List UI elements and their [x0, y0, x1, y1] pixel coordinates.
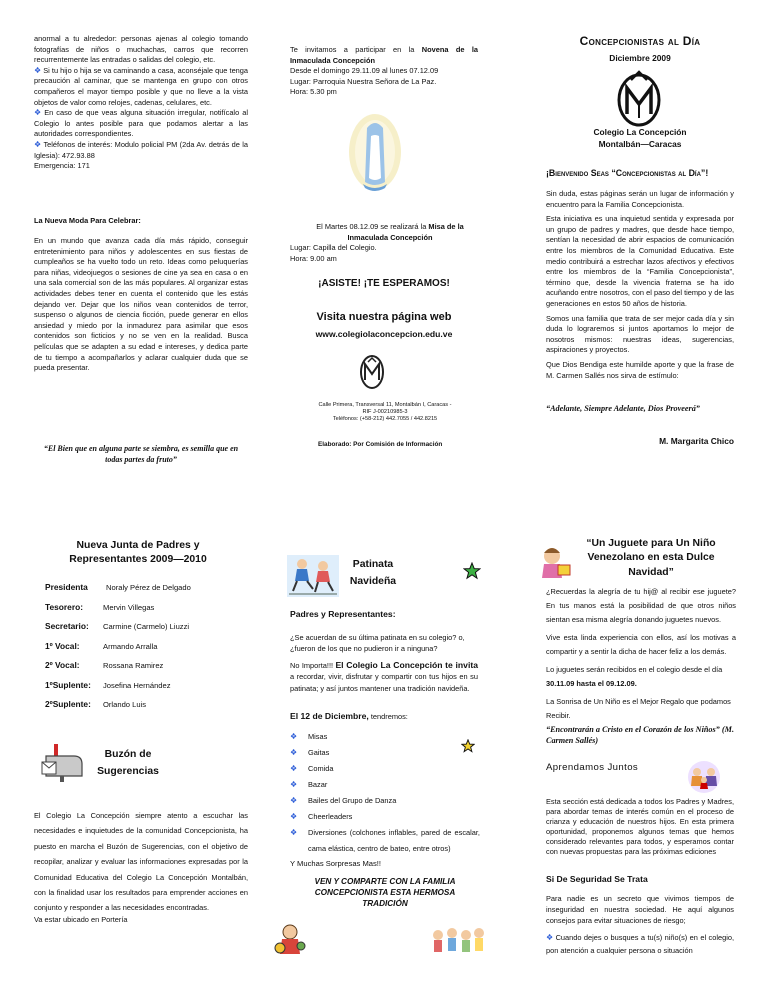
- toy-child-icon: [538, 545, 572, 581]
- padres-heading: Padres y Representantes:: [290, 609, 396, 619]
- closing-call: VEN Y COMPARTE CON LA FAMILIA CONCEPCIONISTA ESTA HERMOSA TRADICIÓN: [314, 877, 456, 908]
- school-name: Colegio La Concepción: [593, 127, 687, 137]
- website-url[interactable]: www.colegiolaconcepcion.edu.ve: [315, 329, 453, 339]
- virgin-mary-image: [345, 112, 405, 197]
- sorpresas: Y Muchas Sorpresas Mas!!: [290, 859, 382, 868]
- misa-block: [290, 222, 478, 264]
- emergency-number: Emergencia: 171: [34, 161, 90, 171]
- buzon-location: Va estar ubicado en Portería: [34, 915, 128, 924]
- diamond-bullet-icon: ❖: [34, 65, 42, 75]
- roster-row: 1ºSuplente: Josefina Hernández: [45, 679, 171, 690]
- roster-row: Tesorero: Mervin Villegas: [45, 601, 155, 612]
- tip-item: ❖ En caso de que veas alguna situación irregular, notifícalo al Colegio lo antes posible para que podamos alertar a las autoridades correspondientes.: [34, 108, 249, 139]
- aprendamos-body: Esta sección está dedicada a todos los Padres y Madres, para abordar temas de interés común en el proceso de crianza y educación de nuestros hijos. En esta primera oportunidad, proponemos algunos temas que hemos considerado relevantes para todos, y esperamos contar con nuevas propuestas para las próximas ediciones: [546, 797, 734, 856]
- elaborado-credit: Elaborado: Por Comisión de Información: [318, 441, 443, 448]
- diamond-bullet-icon: ❖: [290, 764, 298, 773]
- diamond-bullet-icon: ❖: [34, 139, 42, 149]
- newsletter-date: Diciembre 2009: [609, 53, 671, 63]
- diamond-bullet-icon: ❖: [290, 732, 298, 741]
- security-tips-continued: [34, 34, 248, 172]
- asiste-banner: ¡ASISTE! ¡TE ESPERAMOS!: [318, 278, 450, 289]
- list-item: ❖ Diversiones (colchones inflables, pared de escalar, cama elástica, centro de bateo, entre otros): [290, 825, 480, 857]
- diamond-bullet-icon: ❖: [290, 812, 298, 821]
- patinata-question: ¿Se acuerdan de su última patinata en su colegio? o, ¿fueron de los que no pudieron ir a ninguna?: [290, 633, 465, 654]
- fecha-line: El 12 de Diciembre, tendremos:: [290, 711, 408, 721]
- list-item: ❖ Misas: [290, 729, 480, 745]
- juguete-body: ¿Recuerdas la alegría de tu hij@ al recibir ese juguete? En tus manos está la posibilidad de que otros niños sientan esa misma alegría donando juguetes nuevos. Vive esta linda experiencia con ellos, así los motivas a compartir y a sentir la dicha de hacer feliz a los demás. Lo juguetes serán recibidos en el colegio desde el día 30.11.09 hasta el 09.12.09. La Sonrisa de Un Niño es el Mejor Regalo que podamos Recibir.: [546, 587, 736, 720]
- junta-roster: [45, 582, 245, 719]
- school-location: Montalbán—Caracas: [598, 139, 682, 149]
- skating-kids-icon: [287, 555, 339, 597]
- welcome-heading: ¡Bienvenido Seas “Concepcionistas al Día”!: [546, 168, 709, 178]
- aprendamos-title: Aprendamos Juntos: [546, 762, 639, 773]
- diamond-bullet-icon: ❖: [290, 748, 298, 757]
- welcome-body: Sin duda, estas páginas serán un lugar de información y encuentro para la Familia Concepcionista. Esta iniciativa es una inquietud sentida y expresada por un grupo de padres y madres, que desde hace tiempo, sentían la necesidad de abrir espacios de comunicación entre los miembros de la Comunidad Educativa. Este medio contribuirá a estrechar lazos afectivos y efectivos entre los miembros de la “Familia Concepcionista”, término que, desde la vivencia fraterna se ha ido acuñando entre nosotros, con el paso del tiempo y de las generaciones en estos 50 años de historia. Somos una familia que trata de ser mejor cada día y sin duda lo lograremos si juntos aportamos lo mejor de nosotros mismos: nuestras ideas, sugerencias, aspiraciones y proyectos. Que Dios Bendiga este humilde aporte y que la frase de M. Carmen Sallés nos sirva de estímulo:: [546, 189, 734, 380]
- roster-row: 2º Vocal: Rossana Ramirez: [45, 660, 164, 670]
- tip-item: ❖ Si tu hijo o hija se va caminando a casa, aconséjale que tenga precaución al caminar, que se mantenga en grupo con otros compañeros el mayor tiempo posible y que no lleve a la vista objetos de valor como relojes, cadenas, celulares, etc.: [34, 65, 249, 107]
- star-icon: [463, 562, 481, 580]
- musician-kid-icon: [272, 922, 308, 958]
- list-item: ❖ Bailes del Grupo de Danza: [290, 793, 480, 809]
- diamond-bullet-icon: ❖: [290, 828, 298, 837]
- seguridad-body: Para nadie es un secreto que vivimos tiempos de inseguridad en nuestra sociedad. He aquí algunos consejos para evitar situaciones de riesgo;: [546, 894, 734, 926]
- novena-dates: Desde el domingo 29.11.09 al lunes 07.12.09: [290, 66, 439, 76]
- misa-time: Hora: 9.00 am: [290, 253, 337, 263]
- moda-body: En un mundo que avanza cada día más rápido, conseguir entretenimiento para niños y adolescentes en sus fiestas de cumpleaños se ha vuelto todo un reto. Ideas como peluquerías para niñas, videojuegos o sesiones de cine ya sea en casa o en una sala comercial son de las más populares. Al organizar estas actividades debes tener en cuenta el contenido que les estás dejando ver. Dejar que los niños vean contenidos de terror, suspenso o algunos de ciencia ficción, puede generar en ellos ansiedad y miedo por la inmadurez para asimilar que esos contenidos son ficticios y no se ven en la realidad. Busca películas que se adapten a su edad e intereses, y dedica parte de tu tiempo a acompañarlos y aclarar cualquier duda que se pueda presentar.: [34, 236, 248, 373]
- list-item: ❖ Cheerleaders: [290, 809, 480, 825]
- mailbox-icon: [40, 742, 86, 782]
- roster-row: Secretario: Carmine (Carmelo) Liuzzi: [45, 621, 190, 631]
- school-address: Calle Primera, Transversal 11, Montalbán I, Caracas - RIF J-00210985-3 Teléfonos: (+58-212) 442.7055 / 442.8215: [318, 402, 452, 423]
- roster-row: 1º Vocal: Armando Arralla: [45, 640, 158, 651]
- school-logo-icon: [614, 68, 664, 128]
- roster-row: 2ºSuplente: Orlando Luis: [45, 699, 147, 709]
- visit-website: Visita nuestra página web: [316, 311, 452, 323]
- buzon-body: El Colegio La Concepción siempre atento a escuchar las necesidades e inquietudes de la comunidad Concepcionista, ha puesto en marcha el Buzón de Sugerencias, con el objetivo de recopilar, analizar y evaluar las informaciones expresadas por la Comunidad Educativa del Colegio La Concepción Montalbán, con la finalidad usar los resultados para emprender acciones en conjunto y responder a las necesidades encontradas.: [34, 811, 248, 913]
- patinata-invite: No Importa!!! El Colegio La Concepción te invita a recordar, vivir, disfrutar y compartir con tus hijos en su patinata; y así juntos mantener una tradición navideña.: [290, 660, 478, 693]
- diamond-bullet-icon: ❖: [290, 780, 298, 789]
- novena-invite: Te invitamos a participar en la Novena de la Inmaculada Concepción: [290, 45, 479, 65]
- misa-place: Lugar: Capilla del Colegio.: [290, 243, 377, 253]
- list-item: ❖ Bazar: [290, 777, 480, 793]
- diamond-bullet-icon: ❖: [34, 108, 43, 118]
- seguridad-tip: ❖ Cuando dejes o busques a tu(s) niño(s) en el colegio, pon atención a cualquier persona o situación: [546, 933, 734, 955]
- novena-place: Lugar: Parroquia Nuestra Señora de La Paz.: [290, 76, 437, 86]
- misa-invite: El Martes 08.12.09 se realizará la Misa de la Inmaculada Concepción: [316, 222, 464, 242]
- diamond-bullet-icon: ❖: [290, 796, 298, 805]
- tip-item: ❖ Teléfonos de interés: Modulo policial PM (2da Av. detrás de la Iglesia): 472.93.88: [34, 139, 248, 160]
- signature: M. Margarita Chico: [659, 436, 734, 446]
- security-text: anormal a tu alrededor: personas ajenas al colegio tomando fotografías de niños o muchachas, carros que recorren recurrentemente las entradas o salidas del colegio, etc.: [34, 34, 248, 65]
- moda-title: La Nueva Moda Para Celebrar:: [34, 216, 141, 225]
- seguridad-title: Si De Seguridad Se Trata: [546, 874, 648, 884]
- salles-quote: “Adelante, Siempre Adelante, Dios Proveerá”: [546, 404, 700, 413]
- novena-block: [290, 45, 478, 98]
- diamond-bullet-icon: ❖: [546, 933, 554, 942]
- juguete-title: “Un Juguete para Un Niño Venezolano en esta Dulce Navidad”: [586, 538, 716, 578]
- school-logo-icon: [359, 354, 385, 390]
- junta-title: Nueva Junta de Padres y Representantes 2009—2010: [69, 540, 207, 565]
- novena-time: Hora: 5.30 pm: [290, 87, 337, 97]
- children-group-icon: [430, 926, 486, 958]
- activities-list: [290, 729, 480, 857]
- list-item: ❖ Gaitas: [290, 745, 480, 761]
- roster-row: Presidenta Noraly Pérez de Delgado: [45, 582, 191, 592]
- list-item: ❖ Comida: [290, 761, 480, 777]
- family-icon: [686, 760, 722, 794]
- juguete-quote: “Encontrarán a Cristo en el Corazón de los Niños” (M. Carmen Sallés): [546, 725, 734, 745]
- patinata-title: Patinata Navideña: [349, 559, 397, 587]
- newsletter-title: Concepcionistas al Día: [579, 34, 701, 48]
- col1-quote: “El Bien que en alguna parte se siembra, es semilla que en todas partes da fruto”: [43, 444, 239, 464]
- buzon-title: Buzón de Sugerencias: [97, 749, 159, 777]
